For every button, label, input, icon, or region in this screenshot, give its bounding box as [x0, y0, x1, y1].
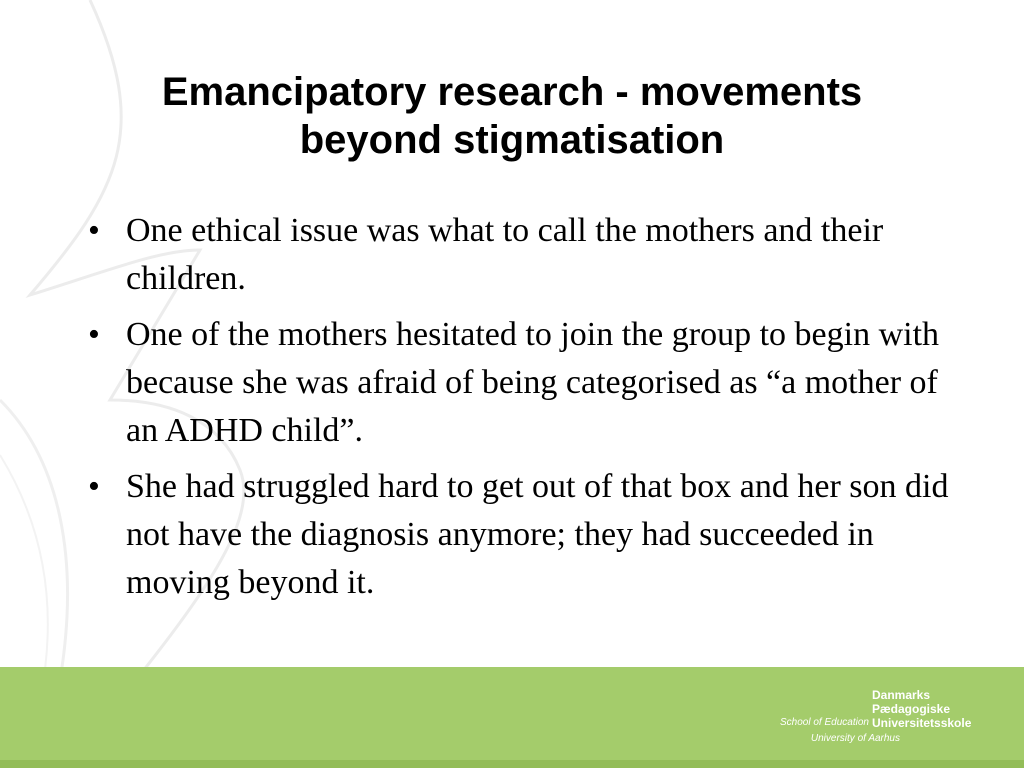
- slide-title: [60, 68, 964, 164]
- bullet-item: [82, 463, 952, 607]
- bullet-text: One ethical issue was what to call the mothers and their children.: [126, 212, 884, 297]
- school-name: School of Education: [780, 717, 869, 728]
- bullet-text: She had struggled hard to get out of that box and her son did not have the diagnosis anymore; they had succeeded in moving beyond it.: [126, 468, 949, 601]
- institution-name-line-3: Universitetsskole: [872, 716, 972, 730]
- bullet-dot-icon: •: [88, 316, 100, 353]
- bullet-item: [82, 311, 952, 455]
- institution-name-line-2: Pædagogiske: [872, 702, 951, 716]
- bullet-dot-icon: •: [88, 468, 100, 505]
- slide-title-line-1: Emancipatory research - movements: [161, 70, 863, 114]
- bullet-dot-icon: •: [88, 212, 100, 249]
- bullet-item: [82, 207, 952, 303]
- institution-logo: [780, 688, 1000, 748]
- bullet-list: [82, 207, 952, 615]
- bullet-text: One of the mothers hesitated to join the group to begin with because she was afraid of being categorised as “a mother of an ADHD child”.: [126, 316, 940, 449]
- university-name: University of Aarhus: [810, 733, 900, 744]
- institution-name: [872, 688, 1002, 730]
- institution-name-line-1: Danmarks: [872, 688, 931, 702]
- footer-rule: [0, 760, 1024, 768]
- slide-title-line-2: beyond stigmatisation: [299, 118, 725, 162]
